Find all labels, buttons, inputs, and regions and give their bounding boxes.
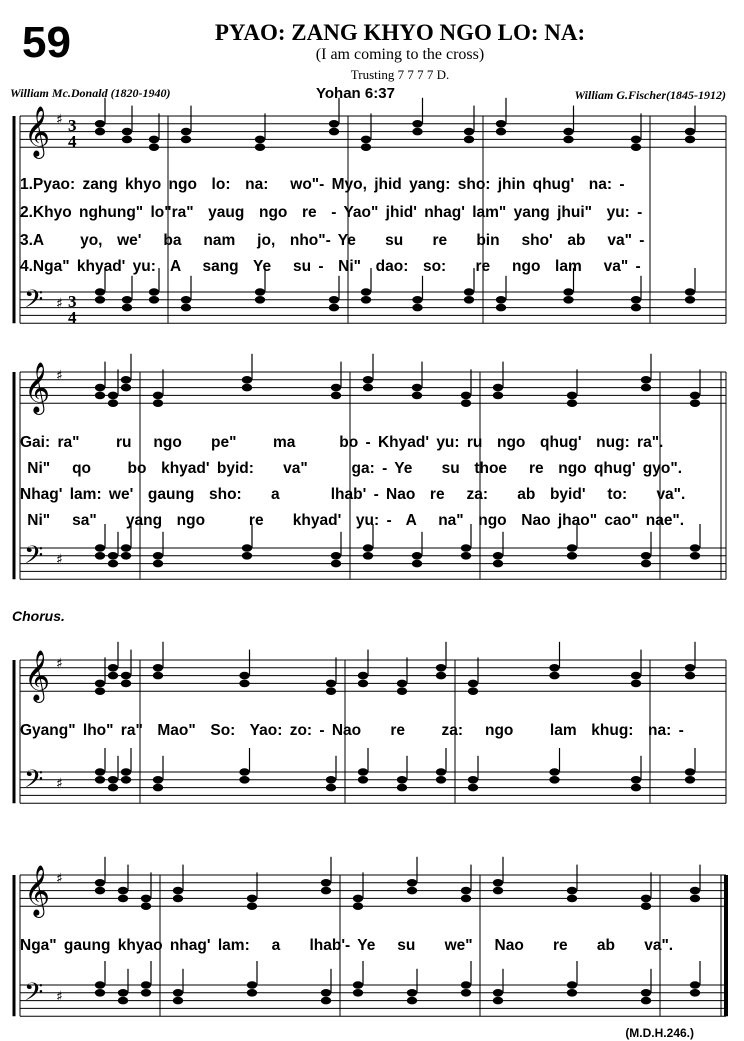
- treble-note: [95, 680, 105, 688]
- treble-note: [95, 120, 105, 128]
- verse-3-line-2: Nhag' lam: we' gaung sho: a lhab' - Nao re za: ab byid' to: va".: [20, 486, 686, 503]
- bass-note: [122, 296, 132, 304]
- bass-note: [108, 552, 118, 560]
- treble-note: [436, 664, 446, 672]
- bass-note: [326, 784, 336, 792]
- treble-note: [690, 895, 700, 903]
- bass-note: [685, 776, 695, 784]
- bass-note: [461, 989, 471, 997]
- treble-note: [407, 887, 417, 895]
- bass-note: [407, 989, 417, 997]
- treble-note: [121, 384, 131, 392]
- bass-note: [567, 989, 577, 997]
- treble-note: [690, 399, 700, 407]
- treble-note: [685, 664, 695, 672]
- treble-note: [397, 680, 407, 688]
- treble-note: [461, 392, 471, 400]
- bass-note: [121, 552, 131, 560]
- treble-note: [567, 392, 577, 400]
- bass-note: [690, 989, 700, 997]
- treble-note: [690, 392, 700, 400]
- bass-note: [468, 784, 478, 792]
- treble-note: [153, 664, 163, 672]
- treble-note: [641, 376, 651, 384]
- treble-note: [122, 136, 132, 144]
- bass-note: [567, 544, 577, 552]
- bass-note: [468, 776, 478, 784]
- treble-note: [631, 143, 641, 151]
- treble-note: [141, 902, 151, 910]
- treble-note: [412, 392, 422, 400]
- lyricist-credit: William Mc.Donald (1820-1940): [10, 86, 171, 100]
- bass-note: [493, 997, 503, 1005]
- treble-note: [468, 680, 478, 688]
- bass-note: [173, 997, 183, 1005]
- bass-note: [690, 981, 700, 989]
- verse-4-line-1: 4.Nga" khyad' yu: A sang Ye su - Ni" dao: so: re ngo lam va" -: [20, 258, 641, 275]
- bass-note: [549, 776, 559, 784]
- bass-note: [641, 997, 651, 1005]
- bass-note: [461, 552, 471, 560]
- treble-note: [247, 902, 257, 910]
- treble-note: [95, 687, 105, 695]
- verse-1-line-2: Gai: ra" ru ngo pe" ma bo - Khyad' yu: ru ngo qhug' nug: ra".: [20, 434, 664, 451]
- treble-note: [412, 128, 422, 136]
- bass-clef-icon: 𝄢: [24, 285, 44, 320]
- bass-note: [326, 776, 336, 784]
- key-sharp-icon: ♯: [56, 112, 63, 128]
- treble-note: [436, 672, 446, 680]
- treble-note: [321, 879, 331, 887]
- bass-note: [407, 997, 417, 1005]
- treble-note: [361, 143, 371, 151]
- treble-note: [496, 120, 506, 128]
- bass-note: [141, 989, 151, 997]
- treble-note: [118, 887, 128, 895]
- treble-note: [242, 376, 252, 384]
- bass-note: [181, 296, 191, 304]
- treble-clef-icon: 𝄞: [24, 865, 51, 916]
- treble-note: [685, 672, 695, 680]
- bass-note: [141, 981, 151, 989]
- treble-note: [567, 887, 577, 895]
- bass-note: [549, 768, 559, 776]
- treble-note: [631, 680, 641, 688]
- bass-note: [153, 776, 163, 784]
- treble-note: [567, 895, 577, 903]
- bass-note: [242, 544, 252, 552]
- treble-note: [95, 887, 105, 895]
- hymn-title: PYAO: ZANG KHYO NGO LO: NA:: [214, 20, 586, 45]
- treble-note: [329, 120, 339, 128]
- bass-note: [464, 288, 474, 296]
- bass-note: [690, 544, 700, 552]
- bass-note: [412, 560, 422, 568]
- treble-note: [496, 128, 506, 136]
- key-sharp-icon: ♯: [56, 776, 63, 792]
- bass-note: [353, 989, 363, 997]
- bass-note: [363, 552, 373, 560]
- bass-note: [95, 981, 105, 989]
- verse-2-line-2: Ni" qo bo khyad' byid: va" ga: - Ye su thoe re ngo qhug' gyo".: [20, 460, 683, 477]
- bass-note: [397, 784, 407, 792]
- treble-note: [412, 120, 422, 128]
- treble-note: [153, 392, 163, 400]
- bass-note: [108, 776, 118, 784]
- treble-note: [407, 879, 417, 887]
- treble-clef-icon: 𝄞: [24, 650, 51, 701]
- bass-note: [631, 776, 641, 784]
- bass-note: [95, 989, 105, 997]
- treble-clef-icon: 𝄞: [24, 362, 51, 413]
- bass-note: [496, 296, 506, 304]
- treble-note: [363, 376, 373, 384]
- treble-note: [690, 887, 700, 895]
- treble-note: [121, 680, 131, 688]
- treble-note: [326, 687, 336, 695]
- bass-note: [153, 560, 163, 568]
- bass-note: [239, 776, 249, 784]
- bass-note: [690, 552, 700, 560]
- bass-note: [358, 768, 368, 776]
- time-signature-top: 3: [68, 116, 77, 135]
- bass-note: [493, 989, 503, 997]
- bass-note: [563, 296, 573, 304]
- treble-note: [641, 902, 651, 910]
- time-signature-bottom: 4: [68, 308, 77, 327]
- bass-note: [153, 784, 163, 792]
- treble-note: [461, 399, 471, 407]
- treble-note: [461, 895, 471, 903]
- bass-note: [121, 776, 131, 784]
- bass-note: [95, 544, 105, 552]
- treble-note: [321, 887, 331, 895]
- key-sharp-icon: ♯: [56, 871, 63, 887]
- bass-note: [436, 768, 446, 776]
- bass-note: [358, 776, 368, 784]
- bass-note: [563, 288, 573, 296]
- bass-note: [121, 544, 131, 552]
- verse-4-line-2: Ni" sa" yang ngo re khyad' yu: - A na" ngo Nao jhao" cao" nae".: [20, 512, 685, 529]
- treble-note: [326, 680, 336, 688]
- bass-note: [149, 288, 159, 296]
- bass-note: [95, 768, 105, 776]
- bass-note: [329, 304, 339, 312]
- treble-note: [331, 392, 341, 400]
- treble-note: [122, 128, 132, 136]
- bass-note: [641, 989, 651, 997]
- bass-note: [353, 981, 363, 989]
- key-sharp-icon: ♯: [56, 989, 63, 1005]
- bass-note: [685, 296, 695, 304]
- treble-note: [464, 128, 474, 136]
- bass-note: [567, 552, 577, 560]
- bass-note: [493, 552, 503, 560]
- bass-note: [118, 997, 128, 1005]
- hymnal-reference: (M.D.H.246.): [625, 1026, 694, 1040]
- bass-note: [461, 981, 471, 989]
- bass-note: [397, 776, 407, 784]
- bass-note: [412, 296, 422, 304]
- chorus-line-1: Gyang" lho" ra" Mao" So: Yao: zo: - Nao re za: ngo lam khug: na: -: [20, 722, 684, 739]
- bass-note: [641, 560, 651, 568]
- treble-note: [242, 384, 252, 392]
- bass-note: [493, 560, 503, 568]
- treble-note: [361, 136, 371, 144]
- bass-note: [461, 544, 471, 552]
- treble-note: [493, 384, 503, 392]
- treble-note: [95, 128, 105, 136]
- treble-note: [549, 664, 559, 672]
- treble-note: [412, 384, 422, 392]
- key-sharp-icon: ♯: [56, 368, 63, 384]
- bass-note: [95, 552, 105, 560]
- verse-3-line-1: 3.A yo, we' ba nam jo, nho"- Ye su re bin sho' ab va" -: [20, 232, 645, 249]
- bass-note: [496, 304, 506, 312]
- treble-note: [641, 895, 651, 903]
- treble-note: [358, 680, 368, 688]
- bass-note: [361, 296, 371, 304]
- bass-note: [242, 552, 252, 560]
- bass-clef-icon: 𝄢: [24, 541, 44, 576]
- verse-2-line-1: 2.Khyo nghung" lo"ra" yaug ngo re - Yao" jhid' nhag' lam" yang jhui" yu: -: [20, 204, 643, 221]
- bass-note: [95, 288, 105, 296]
- verse-1-line-1: 1.Pyao: zang khyo ngo lo: na: wo"- Myo, jhid yang: sho: jhin qhug' na: -: [20, 176, 625, 193]
- bass-note: [95, 776, 105, 784]
- treble-note: [95, 879, 105, 887]
- tune-meter: Trusting 7 7 7 7 D.: [350, 67, 450, 82]
- treble-note: [685, 136, 695, 144]
- treble-note: [255, 143, 265, 151]
- bass-note: [631, 296, 641, 304]
- treble-note: [567, 399, 577, 407]
- treble-note: [95, 392, 105, 400]
- treble-note: [685, 128, 695, 136]
- treble-note: [358, 672, 368, 680]
- bass-note: [122, 304, 132, 312]
- treble-note: [173, 895, 183, 903]
- treble-note: [118, 895, 128, 903]
- bass-note: [412, 304, 422, 312]
- bass-note: [363, 544, 373, 552]
- treble-note: [563, 136, 573, 144]
- treble-note: [563, 128, 573, 136]
- treble-note: [108, 399, 118, 407]
- treble-note: [493, 887, 503, 895]
- treble-note: [153, 672, 163, 680]
- bass-note: [331, 560, 341, 568]
- treble-note: [461, 887, 471, 895]
- treble-note: [329, 128, 339, 136]
- bass-note: [239, 768, 249, 776]
- treble-note: [353, 902, 363, 910]
- bass-note: [631, 784, 641, 792]
- bass-note: [108, 560, 118, 568]
- treble-note: [464, 136, 474, 144]
- treble-note: [255, 136, 265, 144]
- treble-note: [353, 895, 363, 903]
- treble-note: [331, 384, 341, 392]
- bass-note: [331, 552, 341, 560]
- bass-note: [247, 989, 257, 997]
- bass-note: [149, 296, 159, 304]
- composer-credit: William G.Fischer(1845-1912): [574, 88, 726, 102]
- time-signature-bottom: 4: [68, 132, 77, 151]
- bass-note: [255, 296, 265, 304]
- bass-note: [95, 296, 105, 304]
- treble-note: [153, 399, 163, 407]
- hymn-number: 59: [22, 18, 71, 67]
- treble-note: [108, 672, 118, 680]
- bass-note: [464, 296, 474, 304]
- bass-note: [118, 989, 128, 997]
- bass-note: [153, 552, 163, 560]
- chorus-line-2: Nga" gaung khyao nhag' lam: a lhab'- Ye su we" Nao re ab va".: [20, 937, 674, 954]
- bass-note: [121, 768, 131, 776]
- key-sharp-icon: ♯: [56, 656, 63, 672]
- chorus-label: Chorus.: [12, 608, 65, 624]
- bass-note: [631, 304, 641, 312]
- treble-note: [181, 128, 191, 136]
- treble-note: [121, 376, 131, 384]
- bass-clef-icon: 𝄢: [24, 765, 44, 800]
- treble-note: [149, 136, 159, 144]
- treble-note: [108, 664, 118, 672]
- treble-note: [149, 143, 159, 151]
- treble-note: [95, 384, 105, 392]
- bass-note: [329, 296, 339, 304]
- treble-note: [239, 672, 249, 680]
- treble-note: [397, 687, 407, 695]
- treble-note: [493, 392, 503, 400]
- bass-clef-icon: 𝄢: [24, 978, 44, 1013]
- treble-note: [173, 887, 183, 895]
- treble-note: [181, 136, 191, 144]
- treble-note: [641, 384, 651, 392]
- treble-note: [363, 384, 373, 392]
- treble-note: [493, 879, 503, 887]
- key-sharp-icon: ♯: [56, 296, 63, 312]
- bass-note: [412, 552, 422, 560]
- bass-note: [181, 304, 191, 312]
- hymn-subtitle: (I am coming to the cross): [315, 46, 485, 63]
- bass-note: [641, 552, 651, 560]
- treble-note: [631, 672, 641, 680]
- bass-note: [321, 989, 331, 997]
- bass-note: [361, 288, 371, 296]
- treble-note: [468, 687, 478, 695]
- treble-note: [549, 672, 559, 680]
- treble-note: [121, 672, 131, 680]
- treble-note: [239, 680, 249, 688]
- treble-note: [141, 895, 151, 903]
- treble-clef-icon: 𝄞: [24, 106, 51, 157]
- scripture-reference: Yohan 6:37: [316, 85, 395, 102]
- bass-note: [567, 981, 577, 989]
- treble-note: [631, 136, 641, 144]
- bass-note: [321, 997, 331, 1005]
- bass-note: [685, 288, 695, 296]
- treble-note: [108, 392, 118, 400]
- time-signature-top: 3: [68, 292, 77, 311]
- bass-note: [685, 768, 695, 776]
- bass-note: [436, 776, 446, 784]
- bass-note: [173, 989, 183, 997]
- treble-note: [247, 895, 257, 903]
- bass-note: [108, 784, 118, 792]
- key-sharp-icon: ♯: [56, 552, 63, 568]
- bass-note: [255, 288, 265, 296]
- bass-note: [247, 981, 257, 989]
